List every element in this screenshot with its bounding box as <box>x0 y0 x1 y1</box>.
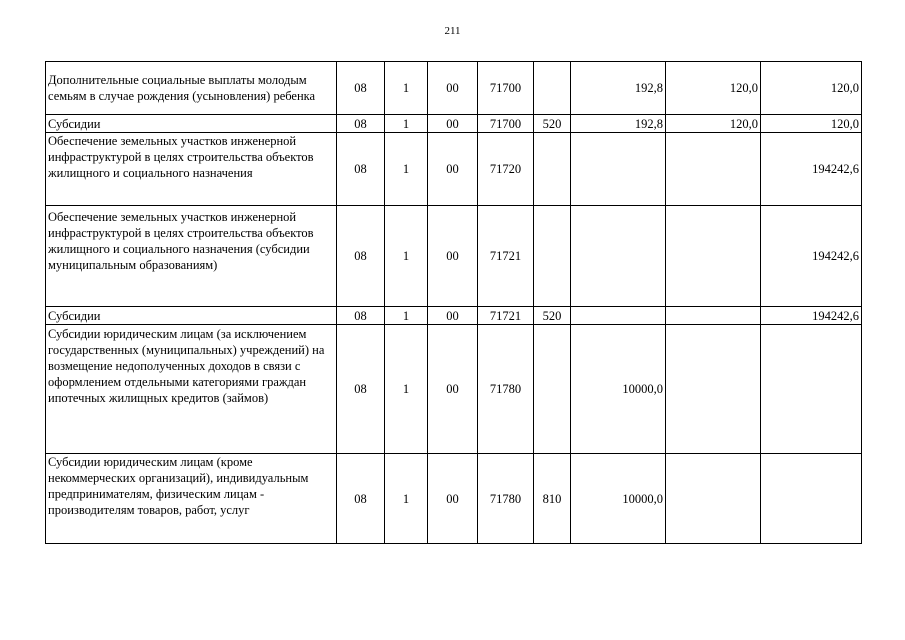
target-code: 71721 <box>478 307 534 325</box>
subprogram-code: 00 <box>428 206 478 307</box>
section-code: 08 <box>337 115 385 133</box>
target-code: 71720 <box>478 133 534 206</box>
subprogram-code: 00 <box>428 62 478 115</box>
expense-type-code <box>534 206 571 307</box>
program-code: 1 <box>385 454 428 544</box>
expense-type-code <box>534 133 571 206</box>
amount-3 <box>761 325 862 454</box>
amount-1 <box>571 307 666 325</box>
expense-type-code: 520 <box>534 307 571 325</box>
amount-2 <box>666 307 761 325</box>
expense-type-code: 520 <box>534 115 571 133</box>
amount-3: 194242,6 <box>761 307 862 325</box>
amount-1 <box>571 206 666 307</box>
program-code: 1 <box>385 325 428 454</box>
program-code: 1 <box>385 115 428 133</box>
amount-2 <box>666 454 761 544</box>
amount-1: 192,8 <box>571 115 666 133</box>
subprogram-code: 00 <box>428 115 478 133</box>
table-row <box>46 62 862 115</box>
program-code: 1 <box>385 133 428 206</box>
row-name: Субсидии <box>46 307 337 325</box>
section-code: 08 <box>337 454 385 544</box>
subprogram-code: 00 <box>428 133 478 206</box>
budget-table <box>45 61 862 544</box>
amount-2 <box>666 206 761 307</box>
row-name: Субсидии <box>46 115 337 133</box>
amount-1: 10000,0 <box>571 454 666 544</box>
amount-2: 120,0 <box>666 62 761 115</box>
expense-type-code <box>534 325 571 454</box>
target-code: 71721 <box>478 206 534 307</box>
section-code: 08 <box>337 133 385 206</box>
amount-3: 120,0 <box>761 62 862 115</box>
target-code: 71780 <box>478 454 534 544</box>
subprogram-code: 00 <box>428 325 478 454</box>
expense-type-code <box>534 62 571 115</box>
amount-1: 10000,0 <box>571 325 666 454</box>
section-code: 08 <box>337 62 385 115</box>
amount-1 <box>571 133 666 206</box>
target-code: 71700 <box>478 62 534 115</box>
table-row <box>46 133 862 206</box>
section-code: 08 <box>337 325 385 454</box>
amount-3 <box>761 454 862 544</box>
table-row <box>46 454 862 544</box>
target-code: 71700 <box>478 115 534 133</box>
row-name: Обеспечение земельных участков инженерной инфраструктурой в целях строительства объектов жилищного и социального назначения <box>46 133 337 206</box>
program-code: 1 <box>385 307 428 325</box>
program-code: 1 <box>385 206 428 307</box>
amount-3: 194242,6 <box>761 206 862 307</box>
row-name: Субсидии юридическим лицам (кроме некоммерческих организаций), индивидуальным предпринимателям, физическим лицам - производителям товаров, работ, услуг <box>46 454 337 544</box>
table-row <box>46 206 862 307</box>
amount-3: 194242,6 <box>761 133 862 206</box>
page-number: 211 <box>444 25 461 37</box>
amount-3: 120,0 <box>761 115 862 133</box>
subprogram-code: 00 <box>428 454 478 544</box>
amount-1: 192,8 <box>571 62 666 115</box>
table-row <box>46 115 862 133</box>
program-code: 1 <box>385 62 428 115</box>
table-row <box>46 325 862 454</box>
amount-2 <box>666 325 761 454</box>
row-name: Дополнительные социальные выплаты молодым семьям в случае рождения (усыновления) ребенка <box>46 62 337 115</box>
table-row <box>46 307 862 325</box>
section-code: 08 <box>337 206 385 307</box>
row-name: Субсидии юридическим лицам (за исключением государственных (муниципальных) учреждений) на возмещение недополученных доходов в связи с оформлением отдельными категориями граждан ипотечных жилищных кредитов (займов) <box>46 325 337 454</box>
amount-2: 120,0 <box>666 115 761 133</box>
section-code: 08 <box>337 307 385 325</box>
amount-2 <box>666 133 761 206</box>
subprogram-code: 00 <box>428 307 478 325</box>
target-code: 71780 <box>478 325 534 454</box>
expense-type-code: 810 <box>534 454 571 544</box>
row-name: Обеспечение земельных участков инженерной инфраструктурой в целях строительства объектов жилищного и социального назначения (субсидии муниципальным образованиям) <box>46 206 337 307</box>
